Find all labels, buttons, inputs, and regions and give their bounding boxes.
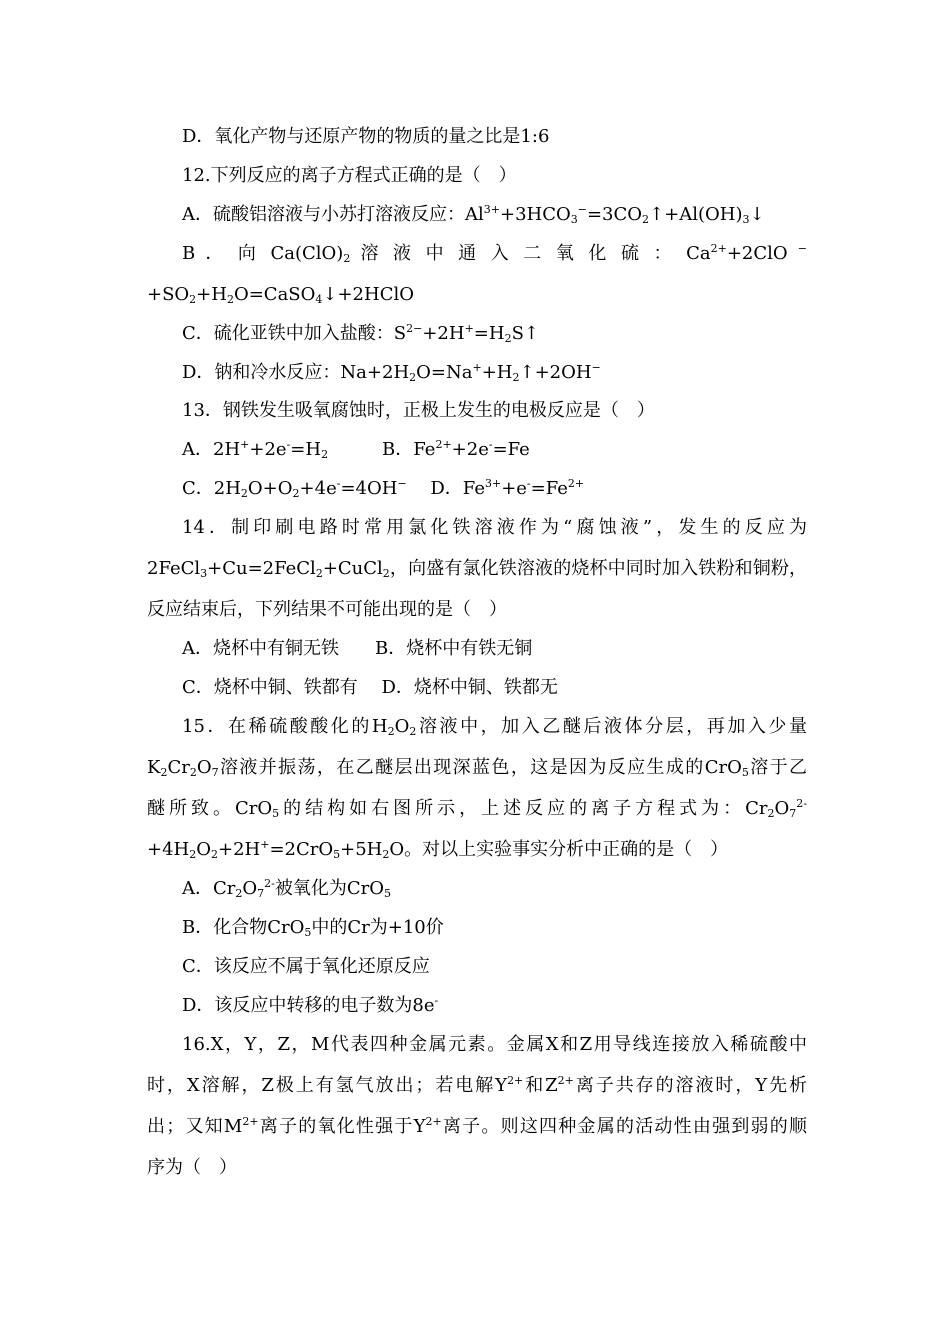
q13-options-ab: A．$2H^++2e^-=H_2$ B．$Fe^{2+}+2e^-=Fe$ [182, 438, 530, 461]
q15-option-b: B．化合物CrO$_5$中的Cr为+10价 [182, 917, 444, 939]
q12-option-c: C．硫化亚铁中加入盐酸：$S^{2-}+2H^+=H_2S↑$ [182, 322, 539, 345]
q14-stem-line1: 14．制印刷电路时常用氯化铁溶液作为“腐蚀液”，发生的反应为 [182, 517, 807, 538]
q16-stem-line1: 16.X，Y，Z，M代表四种金属元素。金属X和Z用导线连接放入稀硫酸中 [182, 1034, 807, 1055]
q15-stem-line2: $K_2Cr_2O_7$溶液并振荡，在乙醚层出现深蓝色，这是因为反应生成的CrO$_5$溶于乙 [147, 757, 807, 779]
q13-options-cd: C．$2H_2O+O_2+4e^-=4OH^-$ D．$Fe^{3+}+e^-=Fe^{2+}$ [182, 477, 585, 500]
q12-option-b-line1: B ． 向 $Ca(ClO)_2$ 溶 液 中 通 入 二 氧 化 硫 ： $Ca^{2+}+2ClO$ − [182, 242, 807, 265]
q14-options-cd: C．烧杯中铜、铁都有 D．烧杯中铜、铁都无 [182, 677, 558, 698]
q15-option-a: A．$Cr_2O_7^{2-}$被氧化为CrO$_5$ [182, 877, 392, 900]
q13-stem: 13．钢铁发生吸氧腐蚀时，正极上发生的电极反应是（ ） [182, 400, 655, 421]
q11-option-d: D．氧化产物与还原产物的物质的量之比是1:6 [182, 126, 550, 147]
q12-stem: 12.下列反应的离子方程式正确的是（ ） [182, 165, 517, 186]
q12-option-b-line2: $+SO_2+H_2O=CaSO_4↓+2HClO$ [147, 284, 414, 306]
q12-option-d: D．钠和冷水反应：$Na+2H_2O=Na^++H_2↑+2OH^-$ [182, 361, 601, 384]
q15-stem-line1: 15．在稀硫酸酸化的$H_2O_2$溶液中，加入乙醚后液体分层，再加入少量 [182, 716, 807, 738]
q16-stem-line3: 出；又知$M^{2+}$离子的氧化性强于$Y^{2+}$离子。则这四种金属的活动性由强到弱的顺 [147, 1115, 807, 1137]
q12-option-a: A．硫酸铝溶液与小苏打溶液反应：$Al^{3+}+3HCO_3^-=3CO_2↑+Al(OH)_3↓$ [182, 203, 765, 226]
q15-option-c: C．该反应不属于氧化还原反应 [182, 956, 430, 977]
q15-stem-line3: 醚所致。CrO$_5$的结构如右图所示，上述反应的离子方程式为：$Cr_2O_7^{2-}$ [147, 797, 807, 820]
q15-stem-line4: $+4H_2O_2+2H^+=2CrO_5+5H_2O$。对以上实验事实分析中正确的是（ ） [147, 838, 729, 861]
q14-options-ab: A．烧杯中有铜无铁 B．烧杯中有铁无铜 [182, 638, 533, 659]
q15-option-d: D．该反应中转移的电子数为8e- [182, 994, 439, 1016]
q16-stem-line4: 序为（ ） [147, 1157, 237, 1178]
q14-stem-line3: 反应结束后，下列结果不可能出现的是（ ） [147, 599, 507, 620]
q14-stem-line2: 2FeCl$_3$+Cu=2FeCl$_2$+CuCl$_2$，向盛有氯化铁溶液的烧杯中同时加入铁粉和铜粉， [147, 558, 807, 580]
q16-stem-line2: 时，X溶解，Z极上有氢气放出；若电解$Y^{2+}$和$Z^{2+}$离子共存的溶液时，Y先析 [147, 1074, 808, 1096]
